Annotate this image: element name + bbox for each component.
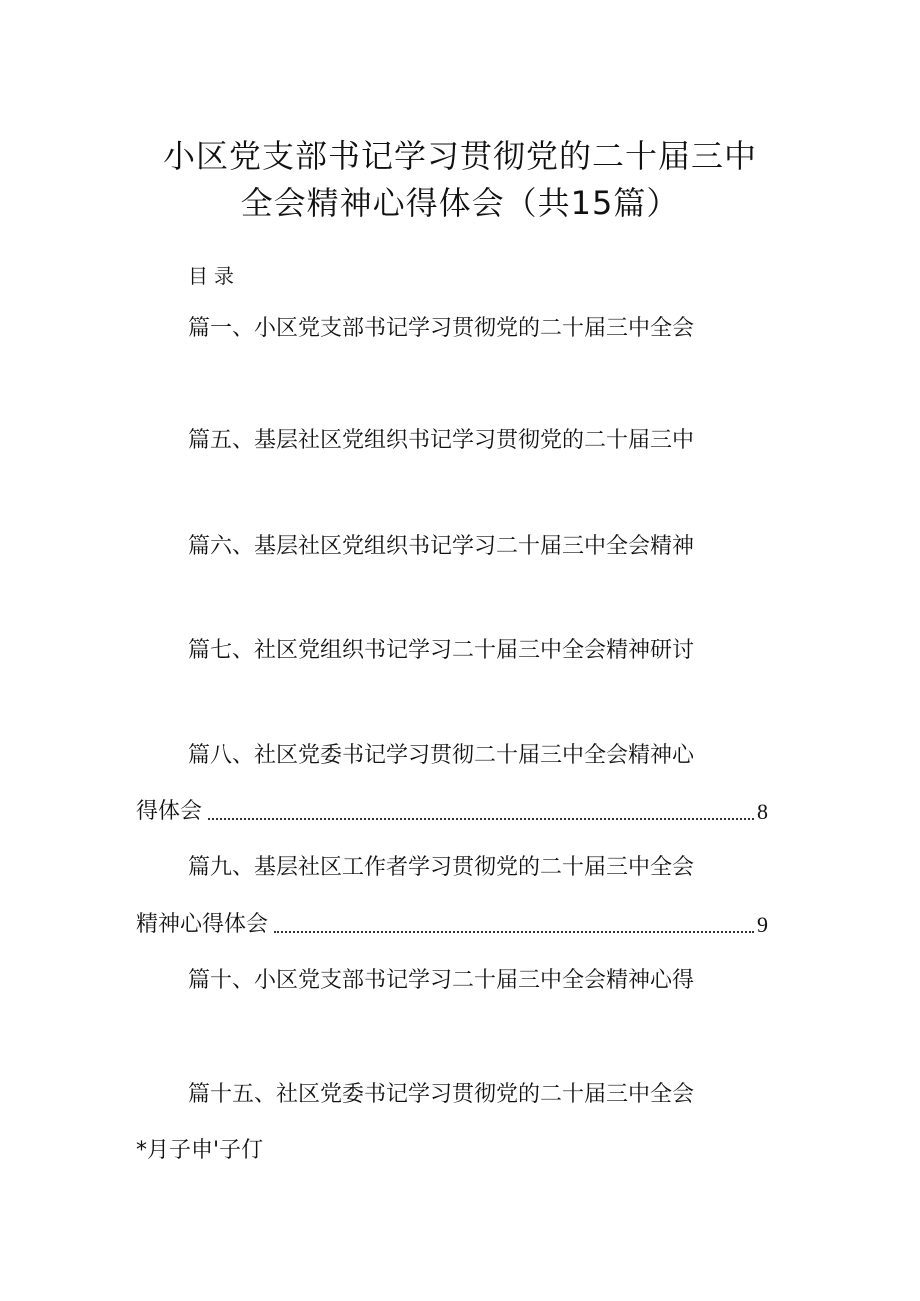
toc-entry-9-continuation[interactable] bbox=[136, 910, 768, 940]
toc-entry-15[interactable]: 篇十五、社区党委书记学习贯彻党的二十届三中全会 bbox=[188, 1082, 695, 1107]
toc-entry-1[interactable]: 篇一、小区党支部书记学习贯彻党的二十届三中全会 bbox=[188, 316, 695, 341]
toc-entry-8-continuation[interactable] bbox=[136, 797, 768, 827]
toc-heading: 目录 bbox=[188, 264, 240, 288]
toc-entry-9-continuation-text: 精神心得体会 bbox=[136, 912, 269, 937]
toc-entry-5[interactable]: 篇五、基层社区党组织书记学习贯彻党的二十届三中 bbox=[188, 428, 695, 453]
document-title-line-1: 小区党支部书记学习贯彻党的二十届三中 bbox=[162, 137, 757, 175]
toc-entry-10[interactable]: 篇十、小区党支部书记学习二十届三中全会精神心得 bbox=[188, 968, 695, 993]
toc-entry-9-page-number: 9 bbox=[757, 912, 768, 937]
dot-leader bbox=[208, 818, 754, 820]
toc-entry-8-page-number: 8 bbox=[757, 799, 768, 824]
dot-leader bbox=[274, 931, 754, 933]
toc-entry-8[interactable]: 篇八、社区党委书记学习贯彻二十届三中全会精神心 bbox=[188, 743, 695, 768]
toc-entry-6[interactable]: 篇六、基层社区党组织书记学习二十届三中全会精神 bbox=[188, 534, 695, 559]
toc-entry-7[interactable]: 篇七、社区党组织书记学习二十届三中全会精神研讨 bbox=[188, 638, 695, 663]
document-title-line-2: 全会精神心得体会（共15篇） bbox=[240, 184, 680, 222]
toc-entry-15-continuation: *月子申'子仃 bbox=[136, 1138, 264, 1163]
toc-entry-8-continuation-text: 得体会 bbox=[136, 799, 203, 824]
toc-entry-9[interactable]: 篇九、基层社区工作者学习贯彻党的二十届三中全会 bbox=[188, 855, 695, 880]
